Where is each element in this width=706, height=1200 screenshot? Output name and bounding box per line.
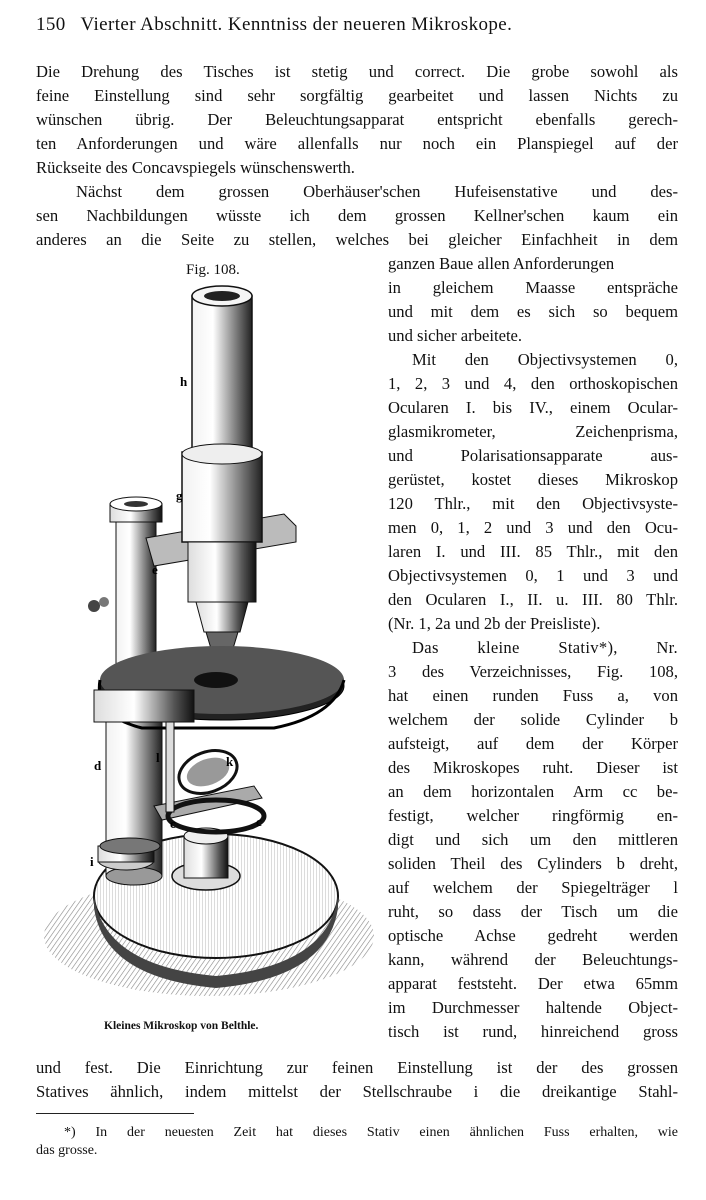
column-line: 120 Thlr., mit den Objectivsyste- [388,494,678,513]
column-line: Das kleine Stativ*), Nr. [412,638,678,657]
figure-caption: Kleines Mikroskop von Belthle. [104,1020,259,1032]
column-line: laren I. und III. 85 Thlr., mit den [388,542,678,561]
figure-letter-e: e [152,562,158,577]
column-line: soliden Theil des Cylinders b dreht, [388,854,678,873]
body-line: Nächst dem grossen Oberhäuser'schen Hufeisenstative und des- [76,182,678,201]
column-line: digt und sich um den mittleren [388,830,678,849]
column-line: apparat feststeht. Der etwa 65mm [388,974,678,993]
page-number: 150 [36,14,66,35]
figure-letter-i: i [90,854,94,869]
microscope-illustration [34,276,374,1016]
column-line: gerüstet, kostet dieses Mikroskop [388,470,678,489]
column-line: festigt, welcher ringförmig en- [388,806,678,825]
column-line: welchem der solide Cylinder b [388,710,678,729]
column-line: und mit dem es sich so bequem [388,302,678,321]
body-line: Rückseite des Concavspiegels wünschenswerth. [36,158,355,177]
column-line: an dem horizontalen Arm cc be- [388,782,678,801]
figure-letter-g: g [176,488,183,503]
column-line: 3 des Verzeichnisses, Fig. 108, [388,662,678,681]
body-line: Statives ähnlich, indem mittelst der Stellschraube i die dreikantige Stahl- [36,1082,678,1101]
running-header [36,14,676,36]
figure-letter-d: d [94,758,102,773]
column-line: hat einen runden Fuss a, von [388,686,678,705]
body-line: sen Nachbildungen wüsste ich dem grossen Kellner'schen kaum ein [36,206,678,225]
column-line: optische Achse gedreht werden [388,926,678,945]
column-line: tisch ist rund, hinreichend gross [388,1022,678,1041]
body-line: ten Anforderungen und wäre allenfalls nur noch ein Planspiegel auf der [36,134,678,153]
column-line: ganzen Baue allen Anforderungen [388,254,615,273]
column-line: den Ocularen I., II. u. III. 80 Thlr. [388,590,678,609]
column-line: aufsteigt, auf dem der Körper [388,734,678,753]
running-title: Vierter Abschnitt. Kenntniss der neueren Mikroskope. [80,14,513,35]
footnote-rule [36,1113,194,1114]
column-line: (Nr. 1, 2a und 2b der Preisliste). [388,614,601,633]
column-line: und Polarisationsapparate aus- [388,446,678,465]
column-line: in gleichem Maasse entspräche [388,278,678,297]
column-line: 1, 2, 3 und 4, den orthoskopischen [388,374,678,393]
column-line: kann, während der Beleuchtungs- [388,950,678,969]
column-line: ruht, so dass der Tisch um die [388,902,678,921]
column-line: men 0, 1, 2 und 3 und den Ocu- [388,518,678,537]
figure-letter-c: c [170,816,176,831]
figure-letter-h: h [180,374,188,389]
body-line: wünschen übrig. Der Beleuchtungsapparat entspricht ebenfalls gerech- [36,110,678,129]
figure-letter-l: l [156,750,160,765]
column-line: im Durchmesser haltende Object- [388,998,678,1017]
footnote-line: *) In der neuesten Zeit hat dieses Stativ einen ähnlichen Fuss erhalten, wie [64,1125,678,1140]
body-line: feine Einstellung sind sehr sorgfältig gearbeitet und lassen Nichts zu [36,86,678,105]
column-line: auf welchem der Spiegelträger l [388,878,678,897]
column-line: des Mikroskopes ruht. Dieser ist [388,758,678,777]
figure-label: Fig. 108. [186,262,240,278]
column-line: und sicher arbeitete. [388,326,523,345]
figure-letter-c-right: c [256,814,262,829]
figure-letter-k: k [226,754,234,769]
body-line: Die Drehung des Tisches ist stetig und correct. Die grobe sowohl als [36,62,678,81]
column-line: glasmikrometer, Zeichenprisma, [388,422,678,441]
footnote-line: das grosse. [36,1143,98,1158]
column-line: Objectivsystemen 0, 1 und 3 und [388,566,678,585]
body-line: und fest. Die Einrichtung zur feinen Einstellung ist der des grossen [36,1058,678,1077]
column-line: Ocularen I. bis IV., einem Ocular- [388,398,678,417]
column-line: Mit den Objectivsystemen 0, [412,350,678,369]
body-line: anderes an die Seite zu stellen, welches bei gleicher Einfachheit in dem [36,230,678,249]
